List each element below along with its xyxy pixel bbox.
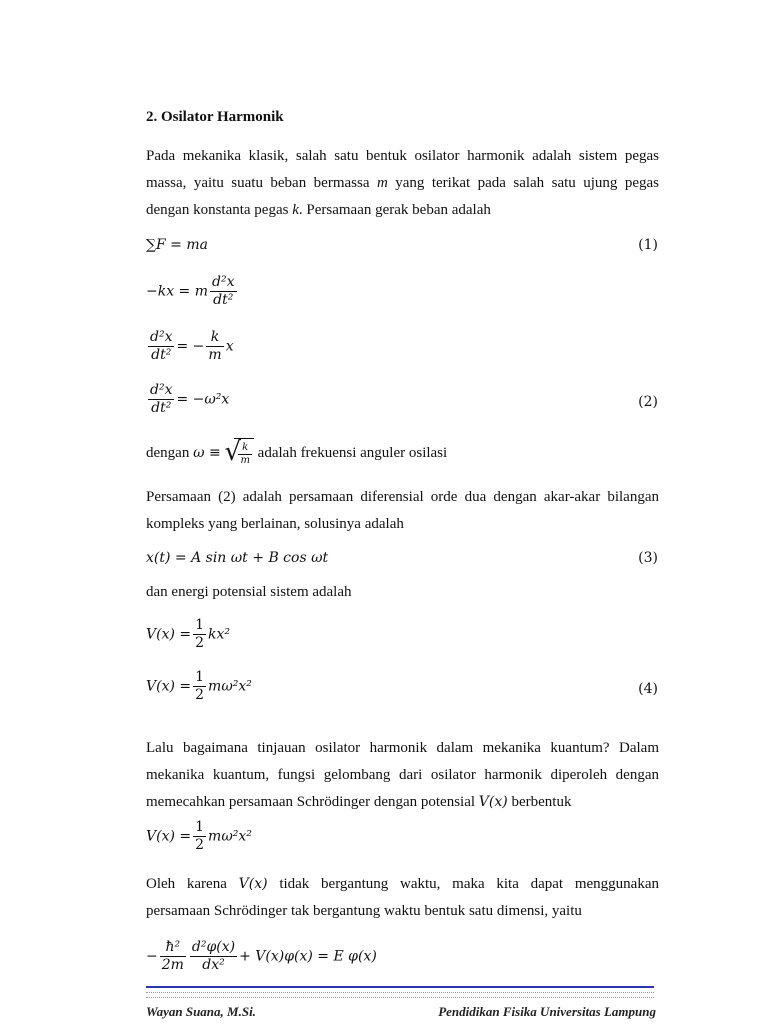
footer-institution: Pendidikan Fisika Universitas Lampung [438, 1004, 656, 1019]
equation-potential-spring: V(x) = $\frac{1}{2}$ kx² [146, 617, 231, 651]
section-title: 2. Osilator Harmonik [146, 109, 284, 125]
paragraph-line: memecahkan persamaan Schrödinger dengan potensial V(x) berbentuk [146, 794, 572, 810]
equation-schrodinger: − $\frac{\text{ħ²}}{2m}$ $\frac{\text{d²φ(x)}}{\text{dx²}}$ + V(x)φ(x) = E φ(x) [146, 939, 377, 973]
equation-number: (2) [638, 394, 658, 410]
equation-potential-omega: V(x) = $\frac{1}{2}$ mω²x² [146, 669, 252, 703]
equation-number: (3) [638, 550, 658, 566]
paragraph-quantum [146, 735, 659, 816]
footer-author: Wayan Suana, M.Si. [146, 1004, 256, 1019]
paragraph-line: mekanika kuantum, fungsi gelombang dari osilator harmonik diperoleh dengan [146, 767, 659, 783]
omega-definition: dengan ω ≡ √ $\frac{k}{m}$ adalah frekuensi anguler osilasi [146, 437, 448, 468]
equation-solution: x(t) = A sin ωt + B cos ωt [146, 550, 329, 566]
footer-rule [146, 986, 654, 988]
footer-rule-dotted [146, 992, 654, 998]
paragraph-intro [146, 143, 659, 224]
paragraph-line: Persamaan (2) adalah persamaan diferensial orde dua dengan akar-akar bilangan [146, 489, 659, 505]
paragraph-solution [146, 484, 659, 538]
equation-hooke: −kx = m $\frac{\text{d²x}}{\text{dt²}}$ [146, 274, 235, 308]
paragraph-line: Oleh karena V(x) tidak bergantung waktu, maka kita dapat menggunakan [146, 876, 659, 892]
paragraph-line: persamaan Schrödinger tak bergantung waktu bentuk satu dimensi, yaitu [146, 903, 582, 919]
equation-newton: ∑F = ma [146, 237, 208, 253]
equation-number: (4) [638, 681, 658, 697]
paragraph-schrodinger [146, 871, 659, 925]
paragraph-potential: dan energi potensial sistem adalah [146, 584, 352, 600]
equation-oscillator: $\frac{\text{d²x}}{\text{dt²}}$ = −ω²x [150, 382, 230, 416]
paragraph-line: kompleks yang berlainan, solusinya adalah [146, 516, 404, 532]
equation-motion: $\frac{\text{d²x}}{\text{dt²}}$ = − $\frac{k}{m}$ x [150, 329, 234, 363]
equation-potential-quantum: V(x) = $\frac{1}{2}$ mω²x² [146, 819, 252, 853]
equation-number: (1) [638, 237, 658, 253]
paragraph-line: Pada mekanika klasik, salah satu bentuk osilator harmonik adalah sistem pegas [146, 148, 659, 164]
paragraph-line: dengan konstanta pegas k. Persamaan gerak beban adalah [146, 202, 491, 218]
paragraph-line: Lalu bagaimana tinjauan osilator harmonik dalam mekanika kuantum? Dalam [146, 740, 659, 756]
paragraph-line: massa, yaitu suatu beban bermassa m yang terikat pada salah satu ujung pegas [146, 175, 660, 191]
sqrt-symbol: √ $\frac{k}{m}$ [224, 438, 253, 469]
